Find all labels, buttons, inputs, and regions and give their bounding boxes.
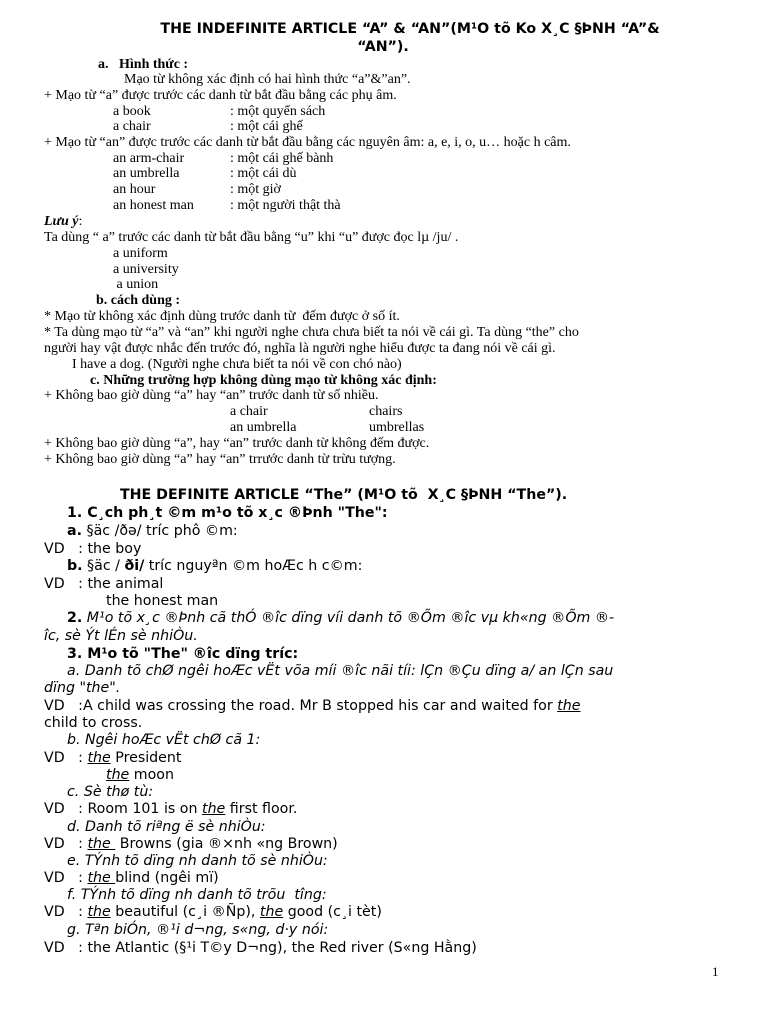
example-line: VD : the beautiful (c¸i ®Ñp), the good (c¸i tèt): [44, 904, 382, 920]
definite-article-title: THE DEFINITE ARTICLE “The” (M¹O tõ X¸C §ÞNH “The”).: [120, 487, 568, 503]
usage-line: người hay vật được nhắc đến trước đó, nghĩa là người nghe hiểu được ta đang nói về cái gì.: [44, 341, 556, 356]
example-meaning: : một cái ghế: [230, 119, 303, 134]
usage-b: b. Ngêi hoÆc vËt chØ cã 1:: [67, 732, 261, 748]
section-heading-2: 2. M¹o tõ x¸c ®Þnh cã thÓ ®îc dïng víi danh tõ ®Õm ®îc vµ kh«ng ®Õm ®-: [67, 610, 615, 626]
note-text: Ta dùng “ a” trước các danh từ bắt đầu bằng “u” khi “u” được đọc lµ /ju/ .: [44, 230, 459, 245]
example-line: VD :A child was crossing the road. Mr B stopped his car and waited for the: [44, 698, 581, 714]
section-heading-1: 1. C¸ch ph¸t ©m m¹o tõ x¸c ®Þnh "The":: [67, 505, 388, 521]
example-word: an arm-chair: [113, 151, 185, 166]
example-meaning: : một người thật thà: [230, 198, 341, 213]
usage-heading: b. cách dùng :: [96, 293, 181, 308]
example-line: VD : the boy: [44, 541, 142, 557]
example-word: an honest man: [113, 198, 194, 213]
usage-example: I have a dog. (Người nghe chưa biết ta nói về con chó nào): [44, 357, 402, 372]
exception-rule: + Không bao giờ dùng “a”, hay “an” trước danh từ không đếm được.: [44, 436, 430, 451]
example-meaning: : một giờ: [230, 182, 281, 197]
singular-example: an umbrella: [230, 420, 297, 435]
usage-e: e. TÝnh tõ dïng nh danh tõ sè nhiÒu:: [67, 853, 328, 869]
indefinite-article-title-line2: “AN”).: [357, 39, 409, 55]
plural-example: chairs: [369, 404, 403, 419]
example-word: an umbrella: [113, 166, 180, 181]
example-line-cont: child to cross.: [44, 715, 143, 731]
usage-a-cont: dïng "the".: [44, 680, 121, 696]
note-label: Lưu ý:: [44, 214, 83, 229]
exception-rule: + Không bao giờ dùng “a” hay “an” trước danh từ số nhiều.: [44, 388, 379, 403]
example-line: VD : the Atlantic (§¹i T©y D¬ng), the Red river (S«ng Hằng): [44, 940, 477, 956]
usage-d: d. Danh tõ riªng ë sè nhiÒu:: [67, 819, 266, 835]
usage-line: * Ta dùng mạo từ “a” và “an” khi người nghe chưa chưa biết ta nói về cái gì. Ta dùng “the” cho: [44, 325, 579, 340]
subheading-b: b. §äc / ði/ tríc nguyªn ©m hoÆc h c©m:: [67, 558, 363, 574]
example-line: VD : the Browns (gia ®×nh «ng Brown): [44, 836, 338, 852]
plural-example: umbrellas: [369, 420, 425, 435]
rule-a: + Mạo từ “a” được trước các danh từ bắt đầu bằng các phụ âm.: [44, 88, 397, 103]
example-line: VD : Room 101 is on the first floor.: [44, 801, 298, 817]
example-word: an hour: [113, 182, 156, 197]
example-meaning: : một cái dù: [230, 166, 297, 181]
usage-line: * Mạo từ không xác định dùng trước danh từ đếm được ở số ít.: [44, 309, 400, 324]
singular-example: a chair: [230, 404, 268, 419]
note-example: a uniform: [113, 246, 168, 261]
form-heading: a. Hình thức :: [98, 57, 189, 72]
example-meaning: : một cái ghế bành: [230, 151, 334, 166]
usage-g: g. Tªn biÓn, ®¹i d¬ng, s«ng, d·y nói:: [67, 922, 329, 938]
exceptions-heading: c. Những trường hợp không dùng mạo từ không xác định:: [90, 373, 437, 388]
example-line: the honest man: [106, 593, 219, 609]
section-heading-3: 3. M¹o tõ "The" ®îc dïng tríc:: [67, 646, 299, 662]
usage-a: a. Danh tõ chØ ngêi hoÆc vËt võa míi ®îc nãi tíi: lÇn ®Çu dïng a/ an lÇn sau: [67, 663, 614, 679]
exception-rule: + Không bao giờ dùng “a” hay “an” trrước danh từ trừu tượng.: [44, 452, 396, 467]
example-line: the moon: [106, 767, 174, 783]
section-heading-2-cont: îc, sè Ýt lÉn sè nhiÒu.: [44, 628, 198, 644]
example-line: VD : the blind (ngêi mï): [44, 870, 219, 886]
form-intro: Mạo từ không xác định có hai hình thức “a”&”an”.: [124, 72, 411, 87]
usage-c: c. Sè thø tù:: [67, 784, 154, 800]
page-number: 1: [712, 964, 719, 979]
note-example: a union: [113, 277, 159, 292]
example-meaning: : một quyển sách: [230, 104, 326, 119]
indefinite-article-title-line1: THE INDEFINITE ARTICLE “A” & “AN”(M¹O tõ Ko X¸C §ÞNH “A”&: [160, 21, 660, 37]
example-word: a chair: [113, 119, 151, 134]
example-line: VD : the President: [44, 750, 182, 766]
usage-f: f. TÝnh tõ dïng nh danh tõ trõu tîng:: [67, 887, 327, 903]
note-example: a university: [113, 262, 179, 277]
rule-an: + Mạo từ “an” được trước các danh từ bắt đầu bằng các nguyên âm: a, e, i, o, u… hoặc h câm.: [44, 135, 571, 150]
example-word: a book: [113, 104, 151, 119]
example-line: VD : the animal: [44, 576, 164, 592]
subheading-a: a. §äc /ðə/ tríc phô ©m:: [67, 523, 238, 539]
